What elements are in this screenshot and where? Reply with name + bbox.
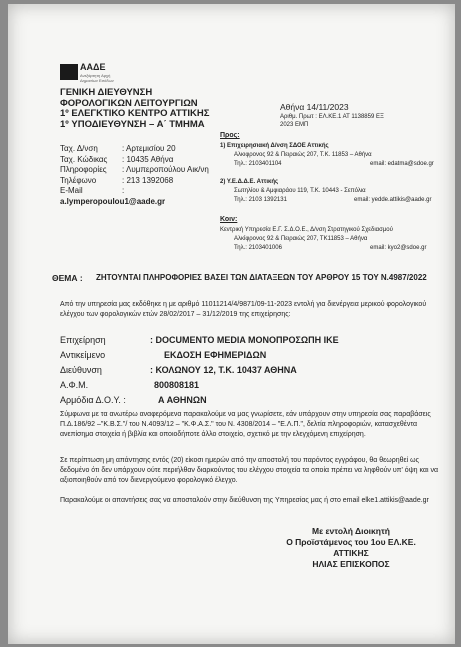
header-line: 1º ΥΠΟΔΙΕΥΘΥΝΣΗ – Α΄ ΤΜΗΜΑ bbox=[60, 118, 205, 130]
paragraph-reply bbox=[60, 496, 450, 506]
logo-emblem-icon bbox=[60, 64, 78, 80]
cc-tel: Τηλ.: 2103401006 bbox=[234, 245, 282, 251]
contact-label: Ταχ. Κώδικας bbox=[60, 154, 108, 164]
recipient-title: 1) Επιχειρησιακή Δ/νση ΣΔΟΕ Αττικής bbox=[220, 143, 329, 149]
company-field-value: Α ΑΘΗΝΩΝ bbox=[158, 395, 207, 405]
company-field-label: Επιχείρηση bbox=[60, 335, 106, 345]
recipients-label: Προς: bbox=[220, 132, 240, 139]
logo-name: ΑΑΔΕ bbox=[80, 62, 106, 72]
company-field-label: Διεύθυνση bbox=[60, 365, 102, 375]
reply-text: Παρακαλούμε οι απαντήσεις σας να αποσταλούν στην διεύθυνση της Υπηρεσίας μας ή στο email bbox=[60, 497, 360, 504]
contact-email: a.lymperopoulou1@aade.gr bbox=[60, 196, 166, 206]
header-line: ΦΟΡΟΛΟΓΙΚΩΝ ΛΕΙΤΟΥΡΓΙΩΝ bbox=[60, 97, 198, 109]
contact-value: : Λυμπεροπούλου Αικ/νη bbox=[122, 165, 209, 174]
signature-line: Με εντολή Διοικητή bbox=[312, 526, 390, 536]
recipient-email: email: edatma@sdoe.gr bbox=[370, 161, 434, 167]
contact-value: : 213 1392068 bbox=[122, 175, 174, 185]
recipient-tel: Τηλ.: 2103 1392131 bbox=[234, 197, 287, 203]
signature-name: ΗΛΙΑΣ ΕΠΙΣΚΟΠΟΣ bbox=[312, 559, 390, 569]
company-details bbox=[60, 332, 339, 407]
contact-value: : 10435 Αθήνα bbox=[122, 154, 174, 164]
contact-label: Ταχ. Δ/νση bbox=[60, 144, 98, 153]
recipient-address: Αλκιφρονος 92 & Πειραιώς 207, Τ.Κ. 11853 – Αθήνα bbox=[234, 152, 372, 158]
cc-title: Κεντρική Υπηρεσία Ε.Γ. Σ.Δ.Ο.Ε., Δ/νση Στρατηγικού Σχεδιασμού bbox=[220, 227, 393, 233]
cc-label: Κοιν: bbox=[220, 216, 238, 223]
header-line: 1º ΕΛΕΓΚΤΙΚΟ ΚΕΝΤΡΟ ΑΤΤΙΚΗΣ bbox=[60, 108, 210, 119]
paragraph-deadline: Σε περίπτωση μη απάντησης εντός (20) είκοσι ημερών από την αποστολή του παρόντος εγγράφου, θα θεωρηθεί ως δεδομένο ότι δεν υπάρχουν ούτε περιήλθαν διαρκούντος του ελέγχου στοιχεία τα οποία πρέπει να ληφθούν υπ' όψη και να αξιοποιηθούν από τον διενεργούμενο φορολογικό έλεγχο. bbox=[60, 457, 439, 484]
subject-label: ΘΕΜΑ : bbox=[52, 273, 83, 283]
recipient-address: Σωτηλίου & Αμφιαράου 119, Τ.Κ. 10443 - Σεπόλια bbox=[234, 188, 366, 194]
aade-logo bbox=[60, 62, 120, 84]
company-field-value: : DOCUMENTO MEDIA ΜΟΝΟΠΡΟΣΩΠΗ ΙΚΕ bbox=[150, 335, 339, 345]
document-date: Αθήνα 14/11/2023 bbox=[280, 102, 349, 112]
header-line: ΓΕΝΙΚΗ ΔΙΕΥΘΥΝΣΗ bbox=[60, 87, 153, 98]
contact-label: Τηλέφωνο bbox=[60, 175, 97, 185]
intro-paragraph: Από την υπηρεσία μας εκδόθηκε η με αριθμό 11011214/4/9871/09-11-2023 εντολή για διενέργεια μερικού φορολογικού ελέγχου των φορολογικών ετών 28/02/2017 – 31/12/2019 της επιχείρησης: bbox=[60, 301, 427, 318]
contact-label: E-Mail bbox=[60, 186, 83, 195]
company-field-value: ΕΚΔΟΣΗ ΕΦΗΜΕΡΙΔΩΝ bbox=[164, 350, 267, 360]
protocol-number: Αριθμ. Πρωτ : ΕΛ.ΚΕ.1 ΑΤ 1138859 ΕΞ bbox=[280, 114, 384, 120]
company-field-label: Α.Φ.Μ. bbox=[60, 380, 89, 390]
protocol-number-cont: 2023 ΕΜΠ bbox=[280, 122, 309, 128]
contact-value: : Αρτεμισίου 20 bbox=[122, 144, 176, 153]
contact-block bbox=[60, 144, 209, 207]
contact-value: : bbox=[122, 186, 125, 195]
signature-line: Ο Προϊστάμενος του 1ου ΕΛ.ΚΕ. bbox=[286, 537, 416, 547]
recipient-tel: Τηλ.: 2103401104 bbox=[234, 161, 282, 167]
subject-text: ΖΗΤΟΥΝΤΑΙ ΠΛΗΡΟΦΟΡΙΕΣ ΒΑΣΕΙ ΤΩΝ ΔΙΑΤΑΞΕΩΝ ΤΟΥ ΑΡΘΡΟΥ 15 ΤΟΥ Ν.4987/2022 bbox=[96, 273, 427, 282]
company-field-label: Αντικείμενο bbox=[60, 350, 106, 360]
recipient-title: 2) Υ.Ε.Δ.Δ.Ε. Αττικής bbox=[220, 179, 279, 185]
cc-email: email: kyo2@sdoe.gr bbox=[370, 245, 427, 251]
authority-header bbox=[60, 88, 209, 130]
cc-address: Αλκίφρονος 92 & Πειραιώς 207, ΤΚ11853 – Αθήνα bbox=[234, 236, 368, 242]
logo-subtitle: Ανεξάρτητη Αρχή Δημοσίων Εσόδων bbox=[80, 73, 114, 83]
document-page bbox=[8, 4, 455, 644]
company-field-value: 800808181 bbox=[154, 380, 200, 390]
signature-line: ΑΤΤΙΚΗΣ bbox=[333, 548, 369, 558]
reply-email: elke1.attikis@aade.gr bbox=[361, 497, 429, 504]
contact-label: Πληροφορίες bbox=[60, 165, 107, 174]
paragraph-request: Σύμφωνα με τα ανωτέρω αναφερόμενα παρακαλούμε να μας γνωρίσετε, εάν υπάρχουν στην υπηρεσία σας παραβάσεις Π.Δ.186/92 –"Κ.Β.Σ."/ του Ν.4093/12 – "Κ.Φ.Α.Σ." του Ν. 4308/2014 – "Ε.Λ.Π.", δελτία πληροφοριών, κατασχεθέντα ανεπίσημα στοιχεία ή βιβλία και οποιοδήποτε άλλο στοιχείο, σχετικό με την ελεγχόμενη επιχείρηση. bbox=[60, 411, 431, 438]
company-field-value: : ΚΟΛΩΝΟΥ 12, Τ.Κ. 10437 ΑΘΗΝΑ bbox=[150, 365, 297, 375]
company-field-label: Αρμόδια Δ.Ο.Υ. : bbox=[60, 395, 126, 405]
signature-block bbox=[276, 526, 426, 570]
recipient-email: email: yedde.attikis@aade.gr bbox=[354, 197, 432, 203]
